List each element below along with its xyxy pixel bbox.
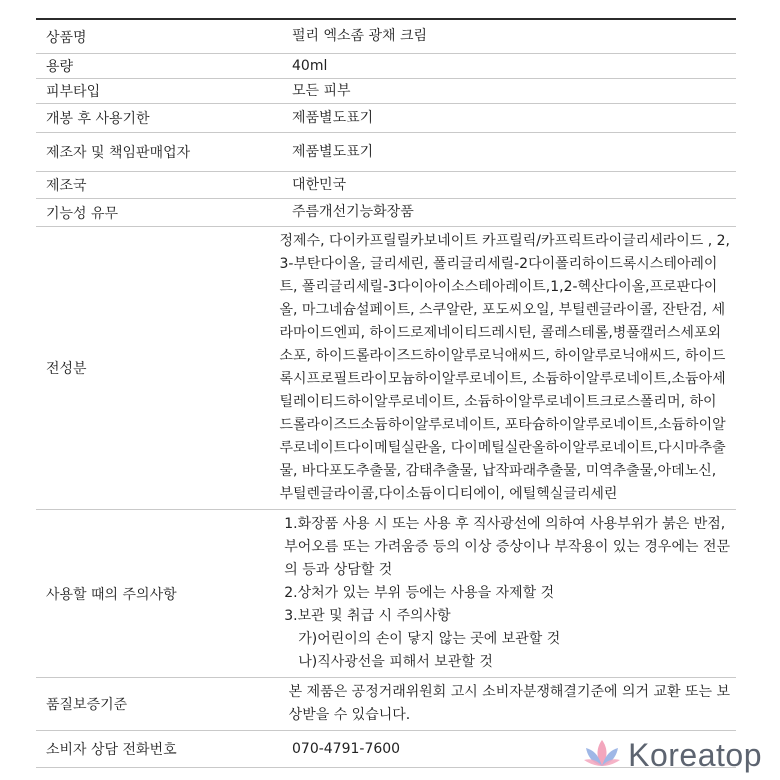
- precaution-line: 부어오름 또는 가려움증 등의 이상 증상이나 부작용이 있는 경우에는 전문: [284, 539, 730, 555]
- row-precautions: [36, 510, 736, 678]
- ingredients-line: 라마이드엔피, 하이드로제네이티드레시틴, 콜레스테롤,병풀캘러스세포외: [279, 325, 721, 341]
- ingredients-line: 트, 폴리글리세릴-3다이아이소스테아레이트,1,2-헥산다이올,프로판다이: [279, 279, 718, 295]
- row-value: 제품별도표기: [292, 143, 374, 160]
- row-value: 모든 피부: [292, 82, 351, 99]
- row-value: 펄리 엑소좀 광채 크림: [292, 28, 428, 44]
- precaution-line: 1.화장품 사용 시 또는 사용 후 직사광선에 의하여 사용부위가 붉은 반점,: [284, 516, 726, 532]
- row-volume: [36, 54, 736, 79]
- ingredients-line: 루로네이트다이메틸실란올, 다이메틸실란올하이알루로네이트,다시마추출: [279, 440, 726, 456]
- precaution-subline: 나)직사광선을 피해서 보관할 것: [298, 654, 493, 670]
- row-label: 제조자 및 책임판매업자: [46, 145, 191, 161]
- quality-line: 본 제품은 공정거래위원회 고시 소비자분쟁해결기준에 의거 교환 또는 보: [288, 684, 730, 700]
- ingredients-line: 올, 마그네슘설페이트, 스쿠알란, 포도씨오일, 부틸렌글라이콜, 잔탄검, 세: [279, 302, 726, 318]
- row-functional: [36, 199, 736, 227]
- row-label: 사용할 때의 주의사항: [46, 586, 177, 603]
- row-value: 주름개선기능화장품: [292, 204, 414, 220]
- ingredients-text: [266, 227, 737, 509]
- row-value: 대한민국: [292, 176, 347, 193]
- row-product-name: [36, 20, 736, 54]
- quality-line: 상받을 수 있습니다.: [288, 707, 411, 723]
- row-expiry: [36, 104, 736, 133]
- precaution-line: 3.보관 및 취급 시 주의사항: [284, 608, 451, 624]
- ingredients-line: 물, 바다포도추출물, 감태추출물, 납작파래추출물, 미역추출물,아데노신,: [279, 463, 717, 479]
- ingredients-line: 부틸렌글라이콜,다이소듐이디티에이, 에틸헥실글리세린: [279, 486, 618, 502]
- lotus-icon: [582, 738, 622, 774]
- ingredients-line: 틸레이티드하이알루로네이트, 소듐하이알루로네이트크로스폴리머, 하이: [279, 394, 717, 410]
- contact-phone: 070-4791-7600: [292, 740, 401, 757]
- precaution-subline: 가)어린이의 손이 닿지 않는 곳에 보관할 것: [298, 631, 561, 647]
- row-label: 기능성 유무: [46, 205, 119, 222]
- ingredients-line: 드롤라이즈드소듐하이알루로네이트, 포타슘하이알루로네이트,소듐하이알: [279, 417, 726, 433]
- ingredients-line: 소포, 하이드롤라이즈드하이알루로닉애씨드, 하이알루로닉애씨드, 하이드: [279, 348, 726, 364]
- row-label: 상품명: [46, 29, 87, 46]
- row-label: 개봉 후 사용기한: [46, 111, 150, 127]
- ingredients-line: 록시프로필트라이모늄하이알루로네이트, 소듐하이알루로네이트,소듐아세: [279, 371, 726, 387]
- koreatop-logo: [582, 737, 762, 774]
- row-label: 전성분: [46, 361, 87, 377]
- row-quality: [36, 678, 736, 731]
- row-skin-type: [36, 79, 736, 104]
- quality-text: [275, 678, 736, 730]
- row-label: 소비자 상담 전화번호: [46, 742, 177, 758]
- ingredients-line: 3-부탄다이올, 글리세린, 폴리글리세릴-2다이폴리하이드록시스테아레이: [279, 256, 718, 272]
- product-info-table: [36, 18, 736, 768]
- row-label: 제조국: [46, 178, 87, 194]
- row-ingredients: [36, 227, 736, 510]
- row-country: [36, 172, 736, 199]
- logo-text: Koreatop: [628, 737, 762, 773]
- precaution-line: 2.상처가 있는 부위 등에는 사용을 자제할 것: [284, 585, 555, 601]
- row-value: 40ml: [292, 57, 328, 74]
- ingredients-line: 정제수, 다이카프릴릴카보네이트 카프릴릭/카프릭트라이글리세라이드 , 2,: [279, 233, 730, 249]
- row-label: 피부타입: [46, 84, 101, 100]
- row-label: 용량: [46, 59, 74, 75]
- row-value: 제품별도표기: [292, 109, 374, 126]
- row-label: 품질보증기준: [46, 697, 128, 713]
- row-manufacturer: [36, 133, 736, 172]
- precaution-line: 의 등과 상담할 것: [284, 562, 393, 578]
- precautions-text: [270, 510, 736, 677]
